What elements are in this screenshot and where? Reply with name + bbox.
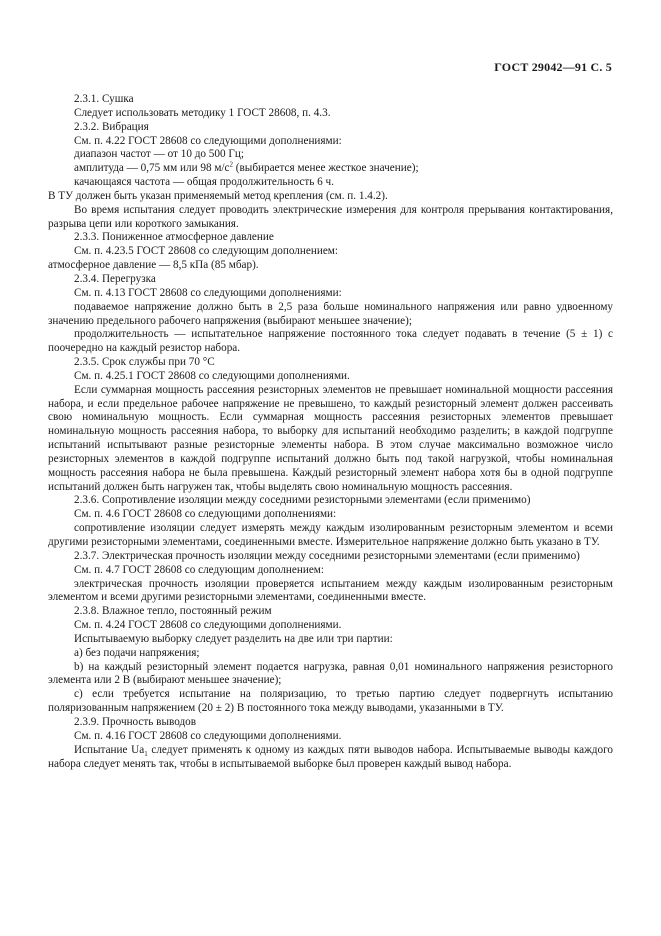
- subscript: 1: [144, 749, 148, 758]
- paragraph: сопротивление изоляции следует измерять между каждым изолированным резисторным элементом и всеми другими резисторными элементами, соединенными вместе. Измерительное напряжение должно быть указано в ТУ.: [48, 522, 613, 548]
- section-heading-2-3-7: 2.3.7. Электрическая прочность изоляции между соседними резисторными элементами (если применимо): [74, 549, 580, 562]
- paragraph: подаваемое напряжение должно быть в 2,5 раза больше номинального напряжения или равно удвоенному значению предельного рабочего напряжения (выбирают меньшее значение);: [48, 300, 613, 327]
- paragraph: См. п. 4.24 ГОСТ 28608 со следующими дополнениями.: [74, 619, 342, 632]
- paragraph: Если суммарная мощность рассеяния резисторных элементов не превышает номинальной мощности рассеяния набора, и если предельное рабочее напряжение не превышено, то каждый резисторный элемент должен рассеивать свою номинальную мощность. Если суммарная мощность рассеяния резисторных элементов превышает номинальную мощность рассеяния набора, то выборку для испытаний необходимо разделить; в каждой подгруппе испытаний испытывают разные резисторные элементы набора. В этом случае максимально возможное число резисторных элементов в каждой подгруппе испытаний должно быть под такой нагрузкой, чтобы номинальная мощность рассеяния набора не была превышена. Каждый резисторный элемент набора хотя бы в одной подгруппе испытаний должен быть нагружен так, чтобы выделять свою номинальную мощность рассеяния.: [48, 383, 613, 493]
- document-body: [48, 93, 613, 771]
- running-header: ГОСТ 29042—91 С. 5: [494, 60, 612, 74]
- paragraph: продолжительность — испытательное напряжение постоянного тока следует подавать в течение (5 ± 1) с поочередно на каждый резистор набора.: [48, 328, 613, 355]
- paragraph: качающаяся частота — общая продолжительность 6 ч.: [74, 176, 334, 189]
- paragraph: электрическая прочность изоляции проверяется испытанием между каждым изолированным резисторным элементом и всеми другими резисторными элементами, соединенными вместе.: [48, 577, 613, 604]
- list-item-b: b) на каждый резисторный элемент подается нагрузка, равная 0,01 номинального напряжения резисторного элемента или 2 В (выбирают меньшее значение);: [48, 660, 613, 687]
- section-heading-2-3-4: 2.3.4. Перегрузка: [74, 272, 156, 285]
- paragraph: См. п. 4.7 ГОСТ 28608 со следующим дополнением:: [74, 563, 324, 576]
- amplitude-text: амплитуда — 0,75 мм или 98 м/с: [74, 162, 230, 175]
- paragraph: См. п. 4.13 ГОСТ 28608 со следующими дополнениями:: [74, 286, 342, 299]
- section-heading-2-3-6: 2.3.6. Сопротивление изоляции между соседними резисторными элементами (если применимо): [74, 494, 531, 507]
- paragraph-amplitude: [48, 162, 613, 176]
- list-item-a: а) без подачи напряжения;: [74, 646, 200, 659]
- list-item-c: с) если требуется испытание на поляризацию, то третью партию следует подвергнуть испытанию поляризованным напряжением (20 ± 2) В постоянного тока между выводами, указанными в ТУ.: [48, 688, 613, 715]
- section-heading-2-3-3: 2.3.3. Пониженное атмосферное давление: [74, 231, 274, 244]
- section-heading-2-3-5: 2.3.5. Срок службы при 70 °С: [74, 356, 215, 369]
- ua-text: Испытание Ua: [74, 743, 145, 756]
- paragraph: См. п. 4.25.1 ГОСТ 28608 со следующими дополнениями.: [74, 369, 350, 382]
- paragraph: См. п. 4.22 ГОСТ 28608 со следующими дополнениями:: [74, 134, 342, 147]
- paragraph: См. п. 4.16 ГОСТ 28608 со следующими дополнениями.: [74, 729, 342, 742]
- paragraph: диапазон частот — от 10 до 500 Гц;: [74, 148, 244, 161]
- section-heading-2-3-8: 2.3.8. Влажное тепло, постоянный режим: [74, 605, 272, 618]
- paragraph: См. п. 4.23.5 ГОСТ 28608 со следующим дополнением:: [74, 245, 338, 258]
- superscript: 2: [229, 160, 233, 169]
- amplitude-tail: (выбирается менее жесткое значение);: [233, 162, 419, 175]
- paragraph: В ТУ должен быть указан применяемый метод крепления (см. п. 1.4.2).: [48, 189, 388, 202]
- section-heading-2-3-9: 2.3.9. Прочность выводов: [74, 715, 197, 728]
- section-heading-2-3-2: 2.3.2. Вибрация: [74, 120, 149, 133]
- paragraph: Следует использовать методику 1 ГОСТ 28608, п. 4.3.: [74, 106, 331, 119]
- section-heading-2-3-1: 2.3.1. Сушка: [74, 93, 134, 105]
- paragraph: См. п. 4.6 ГОСТ 28608 со следующими дополнениями:: [74, 508, 337, 521]
- paragraph: атмосферное давление — 8,5 кПа (85 мбар).: [48, 259, 259, 272]
- paragraph: Испытываемую выборку следует разделить на две или три партии:: [74, 632, 393, 645]
- paragraph-ua1: [48, 744, 613, 772]
- paragraph: Во время испытания следует проводить электрические измерения для контроля прерывания контактирования, разрыва цепи или короткого замыкания.: [48, 203, 613, 230]
- ua-tail: следует применять к одному из каждых пяти выводов набора. Испытываемые выводы каждого набора следует менять так, чтобы в испытываемой выборке был проверен каждый вывод набора.: [48, 743, 613, 770]
